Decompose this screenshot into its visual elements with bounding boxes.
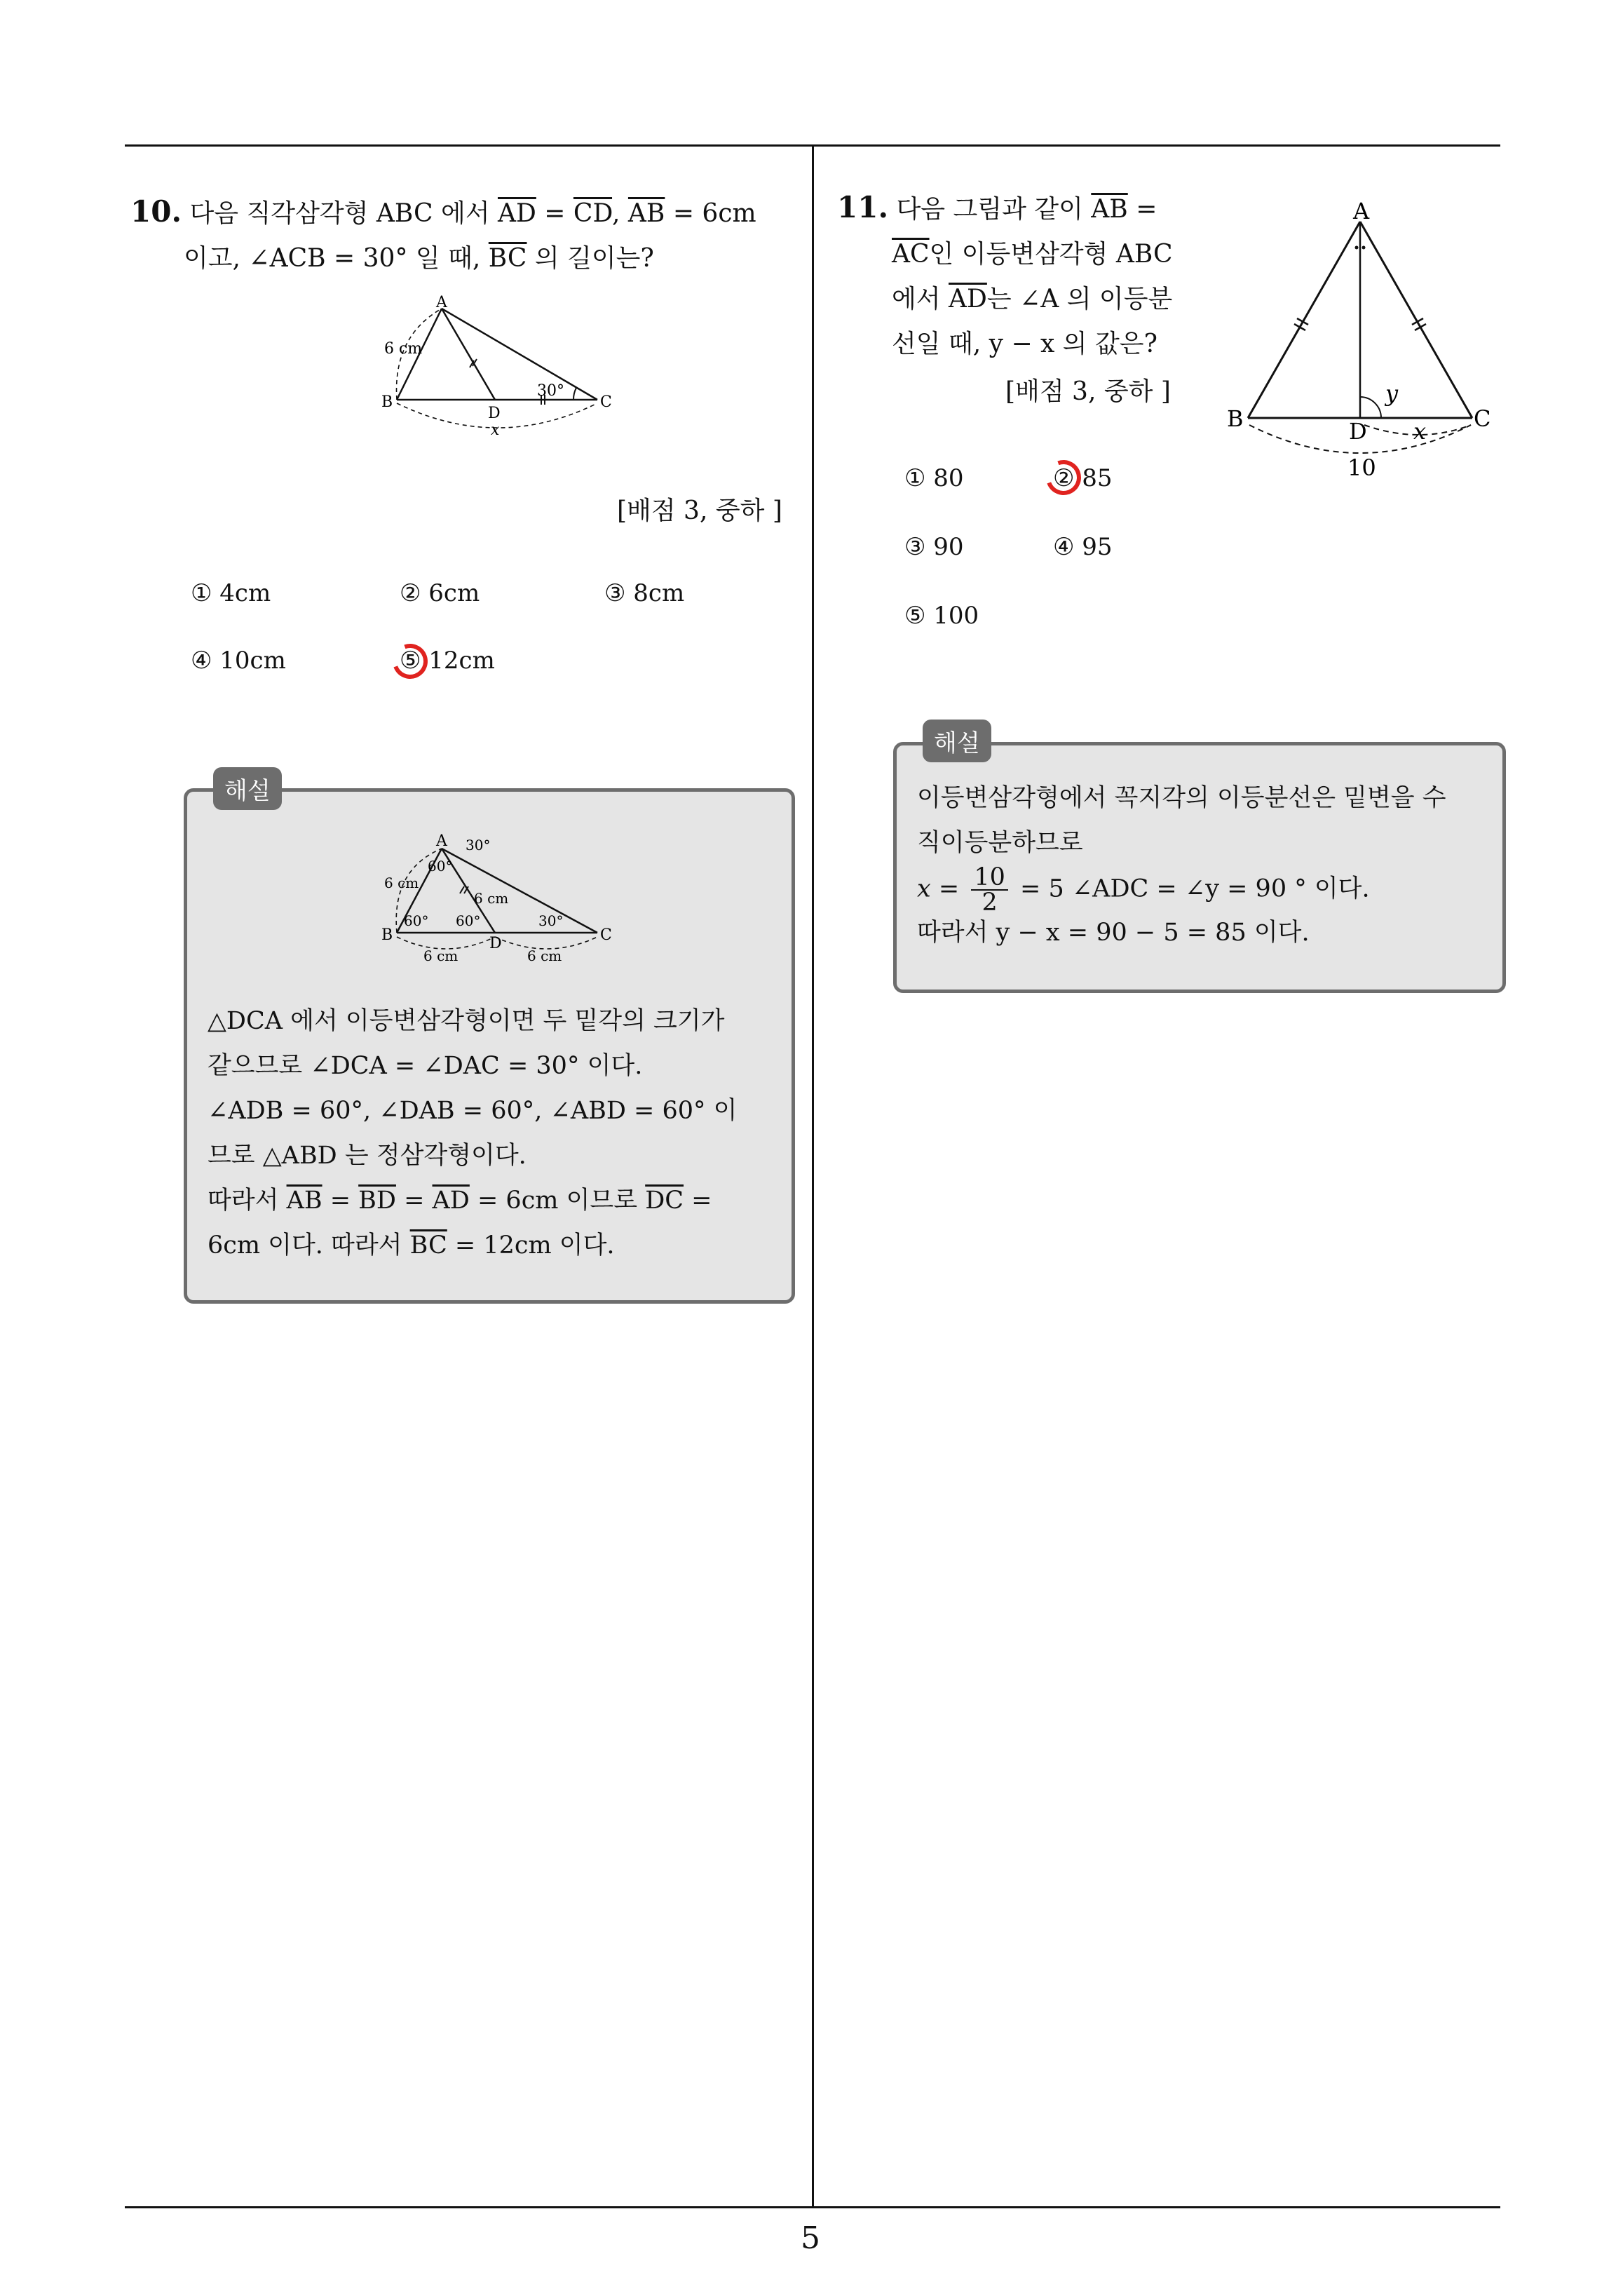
page-number: 5	[801, 2220, 820, 2256]
fig10-d: D	[488, 405, 501, 422]
fig11-a: A	[1353, 198, 1370, 224]
q11-answer-mark	[1040, 454, 1087, 501]
fig10-x: x	[491, 421, 500, 439]
q11-choice-3[interactable]: ③ 90	[904, 533, 964, 561]
q11-solution-line-3: x = $\frac{10}{2}$ = 5 ∠ADC = ∠y = 90 ° 이다.	[917, 863, 1370, 917]
q11-solution-line-2: 직이등분하므로	[917, 829, 1083, 857]
question-10-figure	[372, 295, 624, 445]
q10-solution-line-4: 므로 △ABD 는 정삼각형이다.	[208, 1142, 527, 1170]
fig11-y: y	[1385, 380, 1399, 407]
question-11-figure	[1220, 194, 1500, 488]
question-10-number: 10.	[130, 194, 182, 229]
q10-solution-line-3: ∠ADB = 60°, ∠DAB = 60°, ∠ABD = 60° 이	[208, 1097, 738, 1125]
q10-solution-line-2: 같으므로 ∠DCA = ∠DAC = 30° 이다.	[208, 1052, 643, 1080]
sol10-d-angle: 60°	[456, 912, 481, 929]
question-11-line-4: 선일 때, y − x 의 값은?	[892, 330, 1157, 358]
q11-solution-line-4: 따라서 y − x = 90 − 5 = 85 이다.	[917, 919, 1310, 947]
q11-choice-1[interactable]: ① 80	[904, 464, 964, 492]
q10-solution-tab: 해설	[213, 767, 282, 810]
fig11-b: B	[1227, 405, 1244, 432]
question-11-score: [배점 3, 중하 ]	[1005, 377, 1171, 406]
q10-choice-3[interactable]: ③ 8cm	[604, 579, 685, 607]
q11-choice-4[interactable]: ④ 95	[1053, 533, 1113, 561]
q10-choice-5[interactable]: ⑤ 12cm	[400, 647, 495, 675]
fig10-c: C	[600, 393, 612, 411]
fig11-base: 10	[1347, 454, 1376, 481]
bottom-rule	[125, 2206, 1500, 2208]
q11-choice-5[interactable]: ⑤ 100	[904, 602, 979, 630]
q11-choice-2[interactable]: ② 85	[1053, 464, 1113, 492]
sol10-c-angle: 30°	[538, 912, 564, 929]
question-11-line-2: $\overline{AC}$인 이등변삼각형 ABC	[892, 240, 1173, 269]
question-10-line-1: 10. 다음 직각삼각형 ABC 에서 $\overline{AD} = \overline{CD}$, $\overline{AB} = 6cm$	[130, 194, 756, 229]
fig11-d: D	[1349, 418, 1367, 445]
question-10-score: [배점 3, 중하 ]	[617, 497, 782, 525]
sol10-b-angle: 60°	[404, 912, 429, 929]
question-11-line-1: 11. 다음 그림과 같이 $\overline{AB}$ =	[837, 190, 1157, 224]
q10-answer-mark	[387, 638, 433, 684]
q10-choice-1[interactable]: ① 4cm	[191, 579, 271, 607]
question-11-line-3: 에서 $\overline{AD}$는 ∠A 의 이등분	[892, 285, 1173, 313]
question-10-line-2: 이고, ∠ACB = 30° 일 때, $\overline{BC}$ 의 길이는?	[184, 244, 654, 273]
fraction: $\frac{10}{2}$	[971, 865, 1008, 914]
sol10-c: C	[600, 926, 612, 944]
fig10-angle-c: 30°	[537, 382, 564, 400]
sol10-bd-length: 6 cm	[423, 947, 459, 964]
q11-solution-line-1: 이등변삼각형에서 꼭지각의 이등분선은 밑변을 수	[917, 784, 1446, 812]
q10-choice-2[interactable]: ② 6cm	[400, 579, 480, 607]
fig10-a: A	[436, 295, 447, 311]
fig10-ab-length: 6 cm	[384, 340, 423, 358]
sol10-dc-length: 6 cm	[527, 947, 562, 964]
sol10-ab-length: 6 cm	[384, 874, 419, 891]
question-11	[837, 185, 1202, 367]
sol10-top-angle: 60°	[428, 858, 453, 874]
sol10-a: A	[436, 832, 447, 850]
sol10-b: B	[381, 926, 393, 944]
q10-solution-line-1: △DCA 에서 이등변삼각형이면 두 밑각의 크기가	[208, 1007, 725, 1035]
q11-solution-tab: 해설	[923, 720, 991, 762]
sol10-ad-length: 6 cm	[474, 890, 509, 907]
column-divider	[812, 144, 814, 2208]
question-11-number: 11.	[837, 190, 889, 224]
q10-solution-line-6: 6cm 이다. 따라서 $\overline{BC} = 12cm$ 이다.	[208, 1231, 615, 1260]
fig10-b: B	[381, 393, 393, 411]
fig11-c: C	[1474, 405, 1491, 432]
fig11-x: x	[1413, 418, 1427, 445]
q10-choice-4[interactable]: ④ 10cm	[191, 647, 286, 675]
sol10-a-angle: 30°	[466, 837, 491, 853]
q10-solution-figure	[372, 828, 624, 968]
q10-solution-line-5: 따라서 $\overline{AB} = \overline{BD} = \overline{AD} = 6cm$ 이므로 $\overline{DC}$ =	[208, 1187, 712, 1215]
sol10-d: D	[489, 935, 502, 952]
question-10	[130, 189, 803, 281]
